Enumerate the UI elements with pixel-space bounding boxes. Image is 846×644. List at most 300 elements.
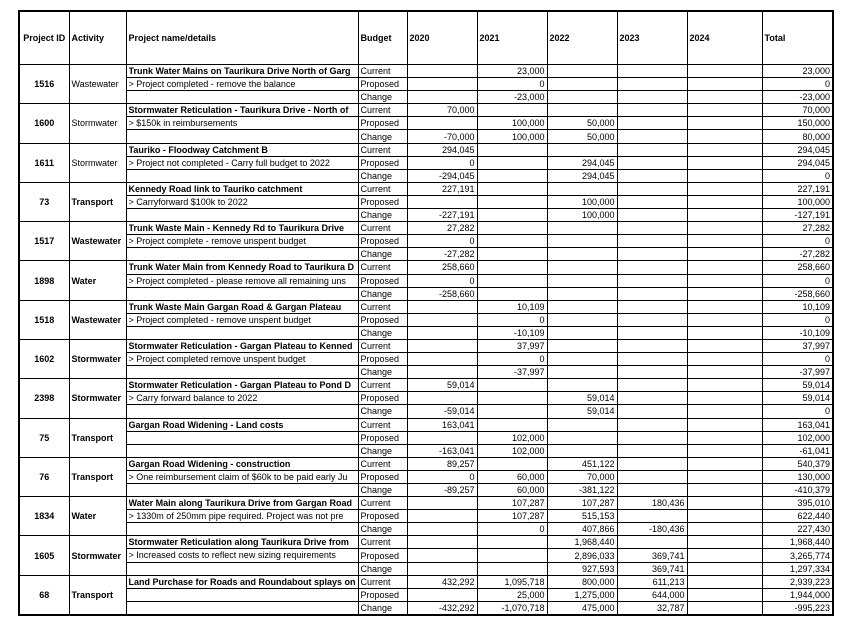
value-2024-cell [687,457,762,470]
project-detail-blank [126,405,358,418]
value-2023-cell [617,366,687,379]
table-row [19,562,833,575]
value-2023-cell [617,235,687,248]
value-2020-cell: 0 [407,274,477,287]
project-title-cell [126,182,358,195]
project-id-cell: 1517 [19,222,69,261]
value-2020-cell [407,326,477,339]
value-2021-cell: 107,287 [477,497,547,510]
value-2023-cell [617,104,687,117]
table-row [19,431,833,444]
value-2022-cell: 800,000 [547,575,617,588]
value-total-cell: -410,379 [762,484,833,497]
value-2020-cell [407,536,477,549]
table-row [19,379,833,392]
budget-type-cell: Current [358,339,407,352]
value-total-cell: -37,997 [762,366,833,379]
project-note: > Project complete - remove unspent budget [128,236,306,247]
value-2022-cell [547,326,617,339]
budget-type-cell: Current [358,182,407,195]
value-2023-cell [617,287,687,300]
value-2020-cell: 163,041 [407,418,477,431]
value-total-cell: 294,045 [762,143,833,156]
activity-cell: Transport [69,182,126,221]
budget-type-cell: Current [358,143,407,156]
value-2022-cell: 407,866 [547,523,617,536]
table-row [19,78,833,91]
value-2022-cell [547,182,617,195]
value-2020-cell: 0 [407,470,477,483]
project-detail-blank [126,366,358,379]
value-2022-cell [547,300,617,313]
project-id-cell: 1518 [19,300,69,339]
value-2020-cell: 294,045 [407,143,477,156]
project-note: > Carryforward $100k to 2022 [128,196,248,207]
table-row [19,326,833,339]
value-2024-cell [687,326,762,339]
value-2021-cell: 100,000 [477,117,547,130]
value-2023-cell [617,195,687,208]
value-total-cell: 1,297,334 [762,562,833,575]
project-id-cell: 1602 [19,339,69,378]
value-2020-cell: 0 [407,235,477,248]
project-title-cell [126,536,358,549]
value-total-cell: 294,045 [762,156,833,169]
value-2021-cell [477,418,547,431]
value-2020-cell [407,562,477,575]
value-2020-cell [407,431,477,444]
value-2024-cell [687,274,762,287]
table-row [19,248,833,261]
project-detail-blank [126,287,358,300]
project-title: Trunk Waste Main Gargan Road & Gargan Plateau [128,301,342,312]
project-title: Stormwater Reticulation - Taurikura Drive - North of [128,105,349,116]
budget-type-cell: Current [358,379,407,392]
value-2021-cell: 25,000 [477,588,547,601]
project-title-cell [126,575,358,588]
table-row [19,104,833,117]
budget-type-cell: Current [358,536,407,549]
value-2021-cell: -23,000 [477,91,547,104]
value-2023-cell: 611,213 [617,575,687,588]
header-total: Total [762,11,833,65]
value-2020-cell [407,523,477,536]
value-2023-cell: 644,000 [617,588,687,601]
value-2022-cell [547,287,617,300]
value-2024-cell [687,549,762,562]
value-2020-cell [407,117,477,130]
budget-type-cell: Proposed [358,117,407,130]
project-id-cell: 1611 [19,143,69,182]
header-activity: Activity [69,11,126,65]
header-row [19,11,833,65]
table-row [19,339,833,352]
project-note-cell [126,195,358,208]
activity-cell: Wastewater [69,300,126,339]
project-title: Kennedy Road link to Tauriko catchment [128,183,303,194]
value-2020-cell [407,353,477,366]
value-2022-cell [547,65,617,78]
budget-type-cell: Change [358,209,407,222]
value-2020-cell: -27,282 [407,248,477,261]
value-total-cell: 227,191 [762,182,833,195]
budget-type-cell: Change [358,248,407,261]
value-total-cell: 0 [762,313,833,326]
value-2020-cell: -294,045 [407,169,477,182]
value-total-cell: 59,014 [762,392,833,405]
value-2020-cell [407,78,477,91]
value-total-cell: -258,660 [762,287,833,300]
value-2022-cell: 59,014 [547,392,617,405]
value-2023-cell [617,117,687,130]
value-2024-cell [687,418,762,431]
value-2021-cell: 1,095,718 [477,575,547,588]
table-row [19,313,833,326]
project-note-cell [126,156,358,169]
project-detail-blank [126,130,358,143]
value-2023-cell [617,470,687,483]
value-2022-cell [547,143,617,156]
project-detail-blank [126,169,358,182]
value-2024-cell [687,143,762,156]
value-total-cell: 395,010 [762,497,833,510]
value-2023-cell [617,510,687,523]
value-2020-cell: -59,014 [407,405,477,418]
project-note: > $150k in reimbursements [128,118,238,129]
value-2021-cell [477,235,547,248]
value-2023-cell [617,326,687,339]
project-detail-blank [126,248,358,261]
value-2021-cell [477,562,547,575]
value-2020-cell [407,195,477,208]
project-note: > Project not completed - Carry full budget to 2022 [128,157,330,168]
table-row [19,418,833,431]
value-2024-cell [687,562,762,575]
value-2024-cell [687,156,762,169]
value-2023-cell [617,156,687,169]
value-total-cell: 622,440 [762,510,833,523]
value-2023-cell: 369,741 [617,562,687,575]
budget-type-cell: Current [358,300,407,313]
value-total-cell: 163,041 [762,418,833,431]
value-2024-cell [687,169,762,182]
value-2023-cell [617,78,687,91]
value-2024-cell [687,497,762,510]
value-2022-cell [547,418,617,431]
value-2021-cell: 37,997 [477,339,547,352]
value-2024-cell [687,235,762,248]
project-note-cell [126,353,358,366]
value-2021-cell: 60,000 [477,470,547,483]
value-2021-cell [477,549,547,562]
activity-cell: Wastewater [69,222,126,261]
value-2023-cell [617,222,687,235]
project-id-cell: 1600 [19,104,69,143]
value-2020-cell: -89,257 [407,484,477,497]
value-total-cell: 540,379 [762,457,833,470]
value-2022-cell [547,248,617,261]
value-2021-cell [477,261,547,274]
project-note-cell [126,588,358,601]
project-title: Trunk Waste Main - Kennedy Rd to Taurikura Drive [128,223,345,234]
table-row [19,209,833,222]
table-row [19,484,833,497]
budget-type-cell: Proposed [358,78,407,91]
project-id-cell: 1834 [19,497,69,536]
project-title: Tauriko - Floodway Catchment B [128,144,268,155]
value-2023-cell [617,274,687,287]
table-row [19,261,833,274]
value-2024-cell [687,484,762,497]
value-2021-cell: 0 [477,78,547,91]
value-2024-cell [687,261,762,274]
value-total-cell: 23,000 [762,65,833,78]
budget-type-cell: Proposed [358,195,407,208]
table-row [19,392,833,405]
value-2022-cell [547,91,617,104]
value-2023-cell: 180,436 [617,497,687,510]
project-note-cell [126,510,358,523]
value-total-cell: -995,223 [762,601,833,615]
value-2021-cell [477,392,547,405]
value-2021-cell: -10,109 [477,326,547,339]
project-note-cell [126,78,358,91]
value-2023-cell [617,405,687,418]
value-total-cell: 0 [762,274,833,287]
project-title-cell [126,65,358,78]
budget-type-cell: Current [358,418,407,431]
budget-type-cell: Change [358,287,407,300]
project-title: Land Purchase for Roads and Roundabout splays on [128,576,356,587]
project-title-cell [126,261,358,274]
value-total-cell: 0 [762,78,833,91]
budget-type-cell: Change [358,91,407,104]
project-title-cell [126,497,358,510]
header-2020: 2020 [407,11,477,65]
header-2024: 2024 [687,11,762,65]
activity-cell: Stormwater [69,339,126,378]
value-2021-cell [477,248,547,261]
project-detail-blank [126,209,358,222]
value-2021-cell: -1,070,718 [477,601,547,615]
table-row [19,274,833,287]
value-2022-cell [547,313,617,326]
project-title: Stormwater Reticulation - Gargan Plateau to Kenned [128,340,353,351]
value-total-cell: 2,939,223 [762,575,833,588]
budget-type-cell: Current [358,457,407,470]
table-row [19,130,833,143]
value-2022-cell: 100,000 [547,209,617,222]
value-2022-cell [547,274,617,287]
project-note-cell [126,274,358,287]
project-title-cell [126,222,358,235]
value-2024-cell [687,91,762,104]
project-title-cell [126,143,358,156]
project-title: Gargan Road Widening - Land costs [128,419,284,430]
value-2021-cell [477,379,547,392]
value-2023-cell [617,457,687,470]
project-id-cell: 75 [19,418,69,457]
value-2022-cell [547,431,617,444]
budget-type-cell: Change [358,484,407,497]
project-note: > One reimbursement claim of $60k to be paid early Ju [128,471,348,482]
value-2020-cell [407,510,477,523]
project-title-cell [126,300,358,313]
table-row [19,195,833,208]
table-row [19,601,833,615]
table-row [19,222,833,235]
value-2024-cell [687,431,762,444]
value-2023-cell [617,300,687,313]
value-2024-cell [687,222,762,235]
value-2024-cell [687,339,762,352]
table-row [19,457,833,470]
value-2022-cell: 1,275,000 [547,588,617,601]
value-2020-cell [407,339,477,352]
activity-cell: Stormwater [69,536,126,575]
value-2023-cell [617,169,687,182]
table-row [19,588,833,601]
value-total-cell: 130,000 [762,470,833,483]
value-2022-cell: 100,000 [547,195,617,208]
project-note: > Increased costs to reflect new sizing requirements [128,550,336,561]
value-2020-cell [407,300,477,313]
value-2022-cell: 927,593 [547,562,617,575]
table-row [19,287,833,300]
project-detail-blank [126,484,358,497]
value-2023-cell [617,130,687,143]
value-2024-cell [687,470,762,483]
value-2022-cell [547,78,617,91]
value-2023-cell: -180,436 [617,523,687,536]
value-2021-cell: 0 [477,523,547,536]
value-2021-cell [477,209,547,222]
project-note: > Project completed remove unspent budget [128,354,306,365]
project-note: > 1330m of 250mm pipe required. Project was not pre [128,511,344,522]
project-title: Trunk Water Mains on Taurikura Drive North of Garg [128,66,351,76]
value-2024-cell [687,248,762,261]
value-2021-cell: 100,000 [477,130,547,143]
budget-type-cell: Proposed [358,470,407,483]
project-detail-blank [126,562,358,575]
value-2024-cell [687,392,762,405]
activity-cell: Stormwater [69,143,126,182]
budget-type-cell: Change [358,444,407,457]
budget-type-cell: Proposed [358,274,407,287]
project-id-cell: 76 [19,457,69,496]
table-row [19,156,833,169]
table-row [19,536,833,549]
project-id-cell: 73 [19,182,69,221]
header-project-id: Project ID [19,11,69,65]
project-note-cell [126,392,358,405]
value-2023-cell [617,536,687,549]
table-row [19,143,833,156]
value-2020-cell: -163,041 [407,444,477,457]
header-2023: 2023 [617,11,687,65]
value-2022-cell [547,222,617,235]
table-row [19,523,833,536]
value-2021-cell: 0 [477,313,547,326]
activity-cell: Transport [69,418,126,457]
value-total-cell: 0 [762,405,833,418]
value-2023-cell [617,353,687,366]
budget-type-cell: Proposed [358,588,407,601]
value-total-cell: 3,265,774 [762,549,833,562]
value-2023-cell [617,339,687,352]
project-detail-blank [126,91,358,104]
project-note-cell [126,431,358,444]
value-2021-cell: -37,997 [477,366,547,379]
table-row [19,470,833,483]
budget-type-cell: Proposed [358,549,407,562]
budget-type-cell: Change [358,405,407,418]
value-2020-cell: 27,282 [407,222,477,235]
header-budget: Budget [358,11,407,65]
table-row [19,444,833,457]
value-2024-cell [687,182,762,195]
value-2020-cell [407,366,477,379]
project-title: Trunk Water Main from Kennedy Road to Taurikura D [128,262,355,273]
value-2022-cell: -381,122 [547,484,617,497]
activity-cell: Transport [69,575,126,615]
value-2024-cell [687,117,762,130]
value-2020-cell: 258,660 [407,261,477,274]
table-row [19,575,833,588]
value-2020-cell: 70,000 [407,104,477,117]
table-row [19,549,833,562]
value-2023-cell [617,313,687,326]
value-2020-cell: -432,292 [407,601,477,615]
value-2021-cell [477,222,547,235]
value-2024-cell [687,313,762,326]
value-2022-cell [547,104,617,117]
project-title: Gargan Road Widening - construction [128,458,291,469]
project-detail-blank [126,444,358,457]
value-2023-cell [617,209,687,222]
value-total-cell: 27,282 [762,222,833,235]
value-2020-cell [407,549,477,562]
value-2021-cell [477,182,547,195]
value-2023-cell: 369,741 [617,549,687,562]
project-note-cell [126,117,358,130]
value-2021-cell: 107,287 [477,510,547,523]
activity-cell: Wastewater [69,65,126,104]
value-2024-cell [687,588,762,601]
value-2023-cell [617,182,687,195]
table-row [19,169,833,182]
value-2021-cell: 10,109 [477,300,547,313]
project-note: > Project completed - remove unspent budget [128,314,311,325]
value-2024-cell [687,366,762,379]
value-total-cell: 150,000 [762,117,833,130]
table-row [19,353,833,366]
value-total-cell: 0 [762,353,833,366]
value-2023-cell [617,261,687,274]
value-2022-cell [547,366,617,379]
budget-type-cell: Proposed [358,156,407,169]
project-title-cell [126,379,358,392]
value-total-cell: 100,000 [762,195,833,208]
value-2020-cell [407,91,477,104]
value-2022-cell: 50,000 [547,117,617,130]
value-2020-cell [407,588,477,601]
table-row [19,65,833,78]
project-note-cell [126,470,358,483]
budget-type-cell: Current [358,261,407,274]
table-row [19,497,833,510]
value-2020-cell: 0 [407,156,477,169]
